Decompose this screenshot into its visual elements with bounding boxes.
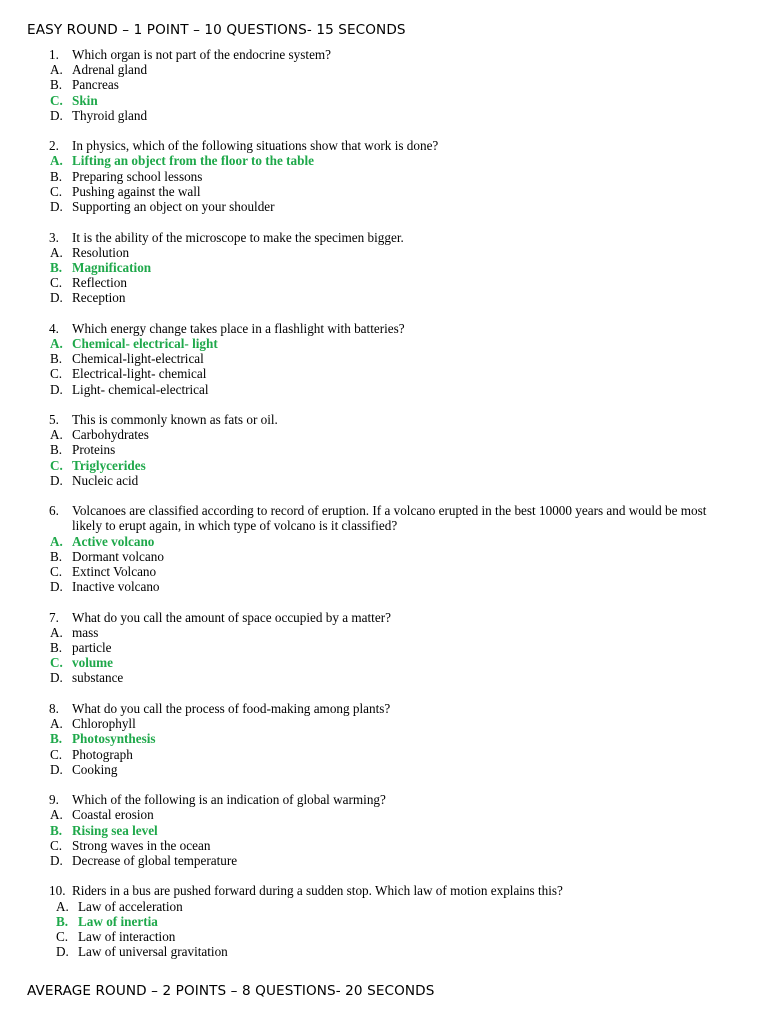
question-number: 5. <box>49 412 59 427</box>
option-b <box>0 640 768 655</box>
option-letter: A. <box>50 624 63 640</box>
option-text: Preparing school lessons <box>72 168 203 184</box>
question-9 <box>0 792 768 868</box>
option-b <box>0 169 768 184</box>
option-c <box>0 564 768 579</box>
option-text: Adrenal gland <box>72 62 148 78</box>
question-5 <box>0 412 768 488</box>
option-d <box>0 762 768 777</box>
option-letter: C. <box>56 929 69 945</box>
option-text: Electrical-light- chemical <box>72 366 207 382</box>
option-c-correct <box>0 655 768 670</box>
option-letter: B. <box>50 822 63 838</box>
option-letter: A. <box>56 898 69 914</box>
option-text: Photograph <box>72 746 133 762</box>
option-b <box>0 77 768 92</box>
question-text: What do you call the process of food-making among plants? <box>72 700 391 716</box>
option-d <box>0 944 768 959</box>
option-letter: C. <box>50 275 63 291</box>
option-letter: C. <box>50 183 63 199</box>
option-letter: D. <box>50 852 63 868</box>
question-number: 6. <box>49 503 59 519</box>
average-round-heading: AVERAGE ROUND – 2 POINTS – 8 QUESTIONS- 20 SECONDS <box>27 983 435 999</box>
option-letter: A. <box>50 807 63 823</box>
option-a-correct <box>0 153 768 168</box>
option-a-correct <box>0 336 768 351</box>
option-letter: B. <box>50 351 63 367</box>
option-a <box>0 807 768 822</box>
option-letter: B. <box>56 913 69 929</box>
option-text: Dormant volcano <box>72 548 164 564</box>
question-stem <box>0 138 768 153</box>
question-stem <box>0 701 768 716</box>
option-letter: B. <box>50 548 63 564</box>
option-text: Coastal erosion <box>72 807 154 823</box>
option-a <box>0 899 768 914</box>
option-a <box>0 625 768 640</box>
question-text: It is the ability of the microscope to make the specimen bigger. <box>72 229 404 245</box>
question-number: 3. <box>49 229 59 245</box>
option-text: Light- chemical-electrical <box>72 381 209 397</box>
option-letter: C. <box>50 746 63 762</box>
option-text: Cooking <box>72 761 118 777</box>
question-stem <box>0 321 768 336</box>
question-text: Which of the following is an indication of global warming? <box>72 792 386 808</box>
question-stem <box>0 503 768 533</box>
option-letter: D. <box>50 579 63 595</box>
option-text: Carbohydrates <box>72 427 149 443</box>
question-text: In physics, which of the following situations show that work is done? <box>72 138 439 154</box>
option-letter: A. <box>50 62 63 78</box>
option-text: Skin <box>72 92 98 108</box>
option-letter: A. <box>50 427 63 443</box>
option-letter: D. <box>50 107 63 123</box>
question-stem <box>0 230 768 245</box>
option-c <box>0 838 768 853</box>
question-text: Volcanoes are classified according to record of eruption. If a volcano erupted in the best 10000 years and would be most likely to erupt again, in which type of volcano is it classified? <box>72 503 707 534</box>
option-text: Law of inertia <box>78 913 158 929</box>
question-number: 2. <box>49 138 59 154</box>
option-a <box>0 62 768 77</box>
option-b-correct <box>0 914 768 929</box>
option-text: Chlorophyll <box>72 716 136 732</box>
option-a <box>0 245 768 260</box>
question-10 <box>0 883 768 959</box>
option-d <box>0 853 768 868</box>
question-text: This is commonly known as fats or oil. <box>72 412 278 427</box>
option-letter: D. <box>50 670 63 686</box>
option-d <box>0 290 768 305</box>
option-b <box>0 442 768 457</box>
option-text: Thyroid gland <box>72 107 148 123</box>
question-stem <box>0 792 768 807</box>
option-text: particle <box>72 640 112 656</box>
option-letter: D. <box>50 472 63 488</box>
question-7 <box>0 610 768 686</box>
option-letter: D. <box>50 290 63 306</box>
option-text: Chemical-light-electrical <box>72 351 204 367</box>
option-a-correct <box>0 534 768 549</box>
option-letter: B. <box>50 640 63 656</box>
option-b-correct <box>0 823 768 838</box>
option-text: Lifting an object from the floor to the table <box>72 153 314 169</box>
option-text: Chemical- electrical- light <box>72 335 218 351</box>
option-letter: A. <box>50 153 63 169</box>
option-c-correct <box>0 93 768 108</box>
question-number: 7. <box>49 609 59 625</box>
option-b <box>0 351 768 366</box>
option-d <box>0 108 768 123</box>
easy-round-heading: EASY ROUND – 1 POINT – 10 QUESTIONS- 15 SECONDS <box>27 22 406 38</box>
option-text: Reception <box>72 290 126 306</box>
option-text: Decrease of global temperature <box>72 852 238 868</box>
option-letter: C. <box>50 837 63 853</box>
option-text: Triglycerides <box>72 457 146 473</box>
option-c <box>0 747 768 762</box>
option-text: Resolution <box>72 244 130 260</box>
option-text: substance <box>72 670 124 686</box>
option-text: Supporting an object on your shoulder <box>72 199 275 215</box>
option-text: Photosynthesis <box>72 731 156 747</box>
question-number: 10. <box>49 883 66 899</box>
option-text: Inactive volcano <box>72 579 160 595</box>
question-1 <box>0 47 768 123</box>
option-text: Magnification <box>72 259 152 275</box>
question-stem <box>0 412 768 427</box>
option-letter: D. <box>50 761 63 777</box>
option-c <box>0 366 768 381</box>
option-letter: C. <box>50 457 63 473</box>
option-letter: A. <box>50 533 63 549</box>
option-c-correct <box>0 458 768 473</box>
option-letter: A. <box>50 335 63 351</box>
question-number: 1. <box>49 47 59 62</box>
option-letter: A. <box>50 244 63 260</box>
option-text: Proteins <box>72 442 116 458</box>
option-letter: C. <box>50 366 63 382</box>
option-text: Rising sea level <box>72 822 158 838</box>
option-letter: B. <box>50 731 63 747</box>
question-stem <box>0 883 768 898</box>
question-list <box>0 47 768 975</box>
question-3 <box>0 230 768 306</box>
option-a <box>0 716 768 731</box>
option-text: Law of acceleration <box>78 898 183 914</box>
option-c <box>0 275 768 290</box>
option-b-correct <box>0 260 768 275</box>
question-text: Which organ is not part of the endocrine system? <box>72 47 332 62</box>
option-text: Reflection <box>72 275 127 291</box>
option-text: Extinct Volcano <box>72 564 157 580</box>
question-number: 4. <box>49 320 59 336</box>
option-c <box>0 929 768 944</box>
option-d <box>0 473 768 488</box>
option-letter: B. <box>50 168 63 184</box>
question-number: 8. <box>49 700 59 716</box>
question-stem <box>0 47 768 62</box>
option-letter: B. <box>50 442 63 458</box>
question-8 <box>0 701 768 777</box>
option-text: Nucleic acid <box>72 472 139 488</box>
option-d <box>0 382 768 397</box>
option-letter: D. <box>56 944 69 960</box>
option-d <box>0 199 768 214</box>
option-letter: C. <box>50 92 63 108</box>
option-text: Pushing against the wall <box>72 183 201 199</box>
option-letter: B. <box>50 259 63 275</box>
option-c <box>0 184 768 199</box>
option-text: Strong waves in the ocean <box>72 837 211 853</box>
option-a <box>0 427 768 442</box>
option-text: Pancreas <box>72 77 119 93</box>
option-d <box>0 670 768 685</box>
question-6 <box>0 503 768 594</box>
question-text: Which energy change takes place in a flashlight with batteries? <box>72 320 405 336</box>
option-text: volume <box>72 655 114 671</box>
question-number: 9. <box>49 792 59 808</box>
question-2 <box>0 138 768 214</box>
question-stem <box>0 610 768 625</box>
option-text: mass <box>72 624 99 640</box>
question-4 <box>0 321 768 397</box>
option-letter: C. <box>50 655 63 671</box>
question-text: What do you call the amount of space occupied by a matter? <box>72 609 391 625</box>
option-b-correct <box>0 731 768 746</box>
option-text: Law of interaction <box>78 929 176 945</box>
option-text: Law of universal gravitation <box>78 944 228 960</box>
option-letter: B. <box>50 77 63 93</box>
option-letter: A. <box>50 716 63 732</box>
option-text: Active volcano <box>72 533 155 549</box>
option-letter: D. <box>50 199 63 215</box>
option-d <box>0 579 768 594</box>
option-letter: C. <box>50 564 63 580</box>
option-b <box>0 549 768 564</box>
option-letter: D. <box>50 381 63 397</box>
question-text: Riders in a bus are pushed forward during a sudden stop. Which law of motion explains this? <box>72 883 563 899</box>
